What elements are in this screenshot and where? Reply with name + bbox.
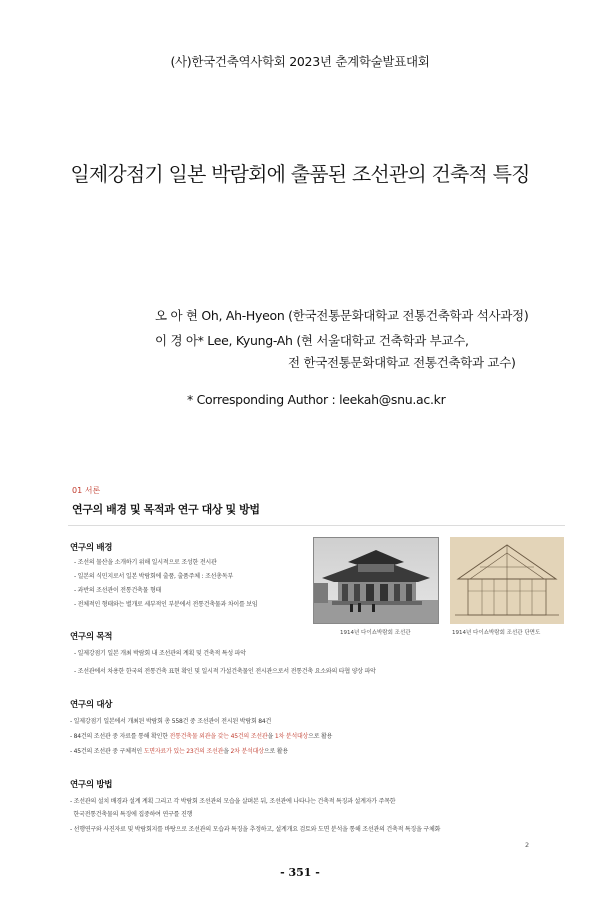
section-number: 01 서론: [72, 486, 101, 495]
photo-caption: 1914년 다이쇼박람회 조선관: [340, 630, 411, 636]
background-heading: 연구의 배경: [70, 543, 113, 553]
conference-header: (사)한국건축역사학회 2023년 춘계학술발표대회: [170, 54, 430, 69]
page-number: - 351 -: [280, 866, 320, 879]
background-item: - 조선의 물산을 소개하기 위해 일시적으로 조성한 전시관: [74, 559, 217, 566]
subject-item: - 일제강점기 일본에서 개최된 박람회 총 558건 중 조선관이 전시된 박람회 84건: [70, 718, 272, 725]
background-item: - 일본의 식민지로서 일본 박람회에 출품, 출품주체 : 조선총독부: [74, 573, 234, 580]
purpose-heading: 연구의 목적: [70, 632, 113, 642]
section-title: 연구의 배경 및 목적과 연구 대상 및 방법: [72, 503, 260, 516]
joseon-pavilion-photo: [313, 537, 439, 624]
method-item: 한국전통건축물의 특징에 집중하여 연구를 진행: [70, 811, 193, 818]
author-line-2: 이 경 아* Lee, Kyung-Ah (현 서울대학교 건축학과 부교수,: [155, 333, 469, 348]
paper-title: 일제강점기 일본 박람회에 출품된 조선관의 건축적 특징: [70, 162, 530, 186]
background-item: - 전체적인 형태와는 별개로 세부적인 부분에서 전통건축물과 차이를 보임: [74, 601, 258, 608]
subject-item: - 45건의 조선관 중 구체적인 도면자료가 있는 23건의 조선관을 2차 분석대상으로 활용: [70, 748, 288, 755]
purpose-item: - 조선관에서 차용한 한국의 전통건축 표현 확인 및 일시적 가설건축물인 전시관으로서 전통건축 요소와의 타협 양상 파악: [74, 668, 376, 675]
section-divider: [68, 525, 565, 526]
subject-heading: 연구의 대상: [70, 700, 113, 710]
drawing-caption: 1914년 다이쇼박람회 조선관 단면도: [452, 630, 541, 636]
method-item: - 선행연구와 사진자료 및 박람회지를 바탕으로 조선관의 모습과 특징을 추정하고, 설계개요 검토와 도면 분석을 통해 조선관의 건축적 특징을 구체화: [70, 826, 441, 833]
slide-number: 2: [525, 841, 530, 849]
joseon-pavilion-section-drawing: [450, 537, 564, 624]
purpose-item: - 일제강점기 일본 개최 박람회 내 조선관의 계획 및 건축적 특성 파악: [74, 650, 246, 657]
method-item: - 조선관의 설치 배경과 설계 계획 그리고 각 박람회 조선관의 모습을 살펴본 뒤, 조선관에 나타나는 건축적 특징과 설계자가 주목한: [70, 798, 396, 805]
subject-item: - 84건의 조선관 중 자료를 통해 확인한 전통건축물 외관을 갖는 45건의 조선관을 1차 분석대상으로 활용: [70, 733, 333, 740]
author-line-1: 오 아 현 Oh, Ah-Hyeon (한국전통문화대학교 전통건축학과 석사과정): [155, 308, 529, 323]
corresponding-author: * Corresponding Author : leekah@snu.ac.kr: [187, 392, 446, 407]
author-line-3: 전 한국전통문화대학교 전통건축학과 교수): [288, 355, 516, 370]
method-heading: 연구의 방법: [70, 780, 113, 790]
background-item: - 과반의 조선관이 전통건축물 형태: [74, 587, 162, 594]
